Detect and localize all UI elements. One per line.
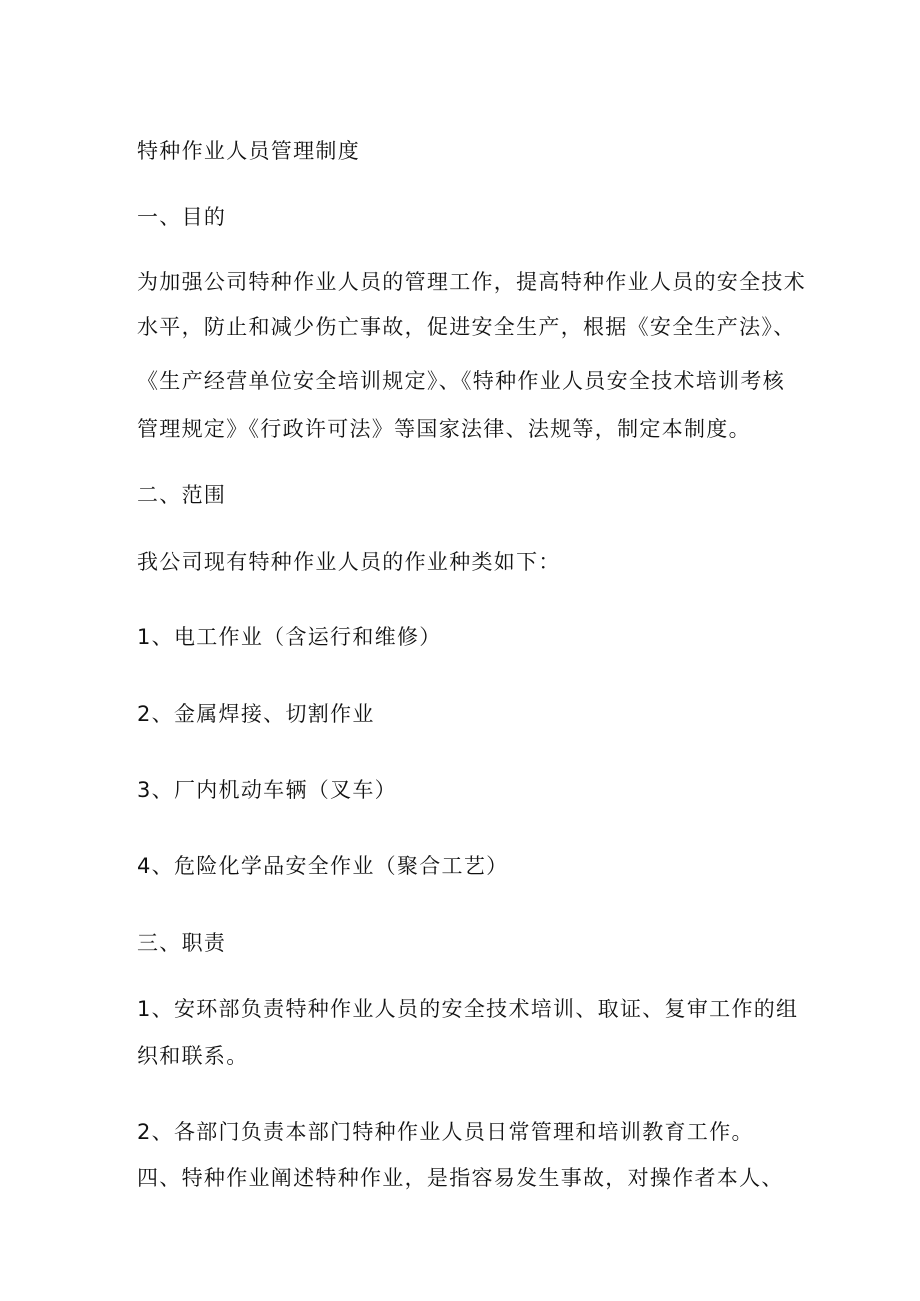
purpose-paragraph-line-4: 管理规定》《行政许可法》等国家法律、法规等，制定本制度。 xyxy=(137,417,751,441)
scope-list-item-2: 2、金属焊接、切割作业 xyxy=(137,702,375,726)
purpose-paragraph-line-3: 《生产经营单位安全培训规定》、《特种作业人员安全技术培训考核 xyxy=(137,369,785,393)
document-title: 特种作业人员管理制度 xyxy=(137,139,360,163)
scope-list-item-3: 3、厂内机动车辆（叉车） xyxy=(137,778,397,802)
duties-item-1-line-1: 1、安环部负责特种作业人员的安全技术培训、取证、复审工作的组 xyxy=(137,997,799,1021)
purpose-paragraph-line-2: 水平，防止和减少伤亡事故，促进安全生产，根据《安全生产法》、 xyxy=(137,315,796,339)
section-heading-explanation: 四、特种作业阐述特种作业，是指容易发生事故，对操作者本人、 xyxy=(137,1166,784,1190)
duties-item-2: 2、各部门负责本部门特种作业人员日常管理和培训教育工作。 xyxy=(137,1120,754,1144)
duties-item-1-line-2: 织和联系。 xyxy=(137,1044,249,1068)
section-heading-purpose: 一、目的 xyxy=(137,205,227,229)
scope-list-item-4: 4、危险化学品安全作业（聚合工艺） xyxy=(137,854,509,878)
purpose-paragraph-line-1: 为加强公司特种作业人员的管理工作，提高特种作业人员的安全技术 xyxy=(137,270,806,294)
section-heading-duties: 三、职责 xyxy=(137,931,227,955)
section-heading-scope: 二、范围 xyxy=(137,483,227,507)
scope-intro: 我公司现有特种作业人员的作业种类如下： xyxy=(137,550,561,574)
scope-list-item-1: 1、电工作业（含运行和维修） xyxy=(137,625,442,649)
